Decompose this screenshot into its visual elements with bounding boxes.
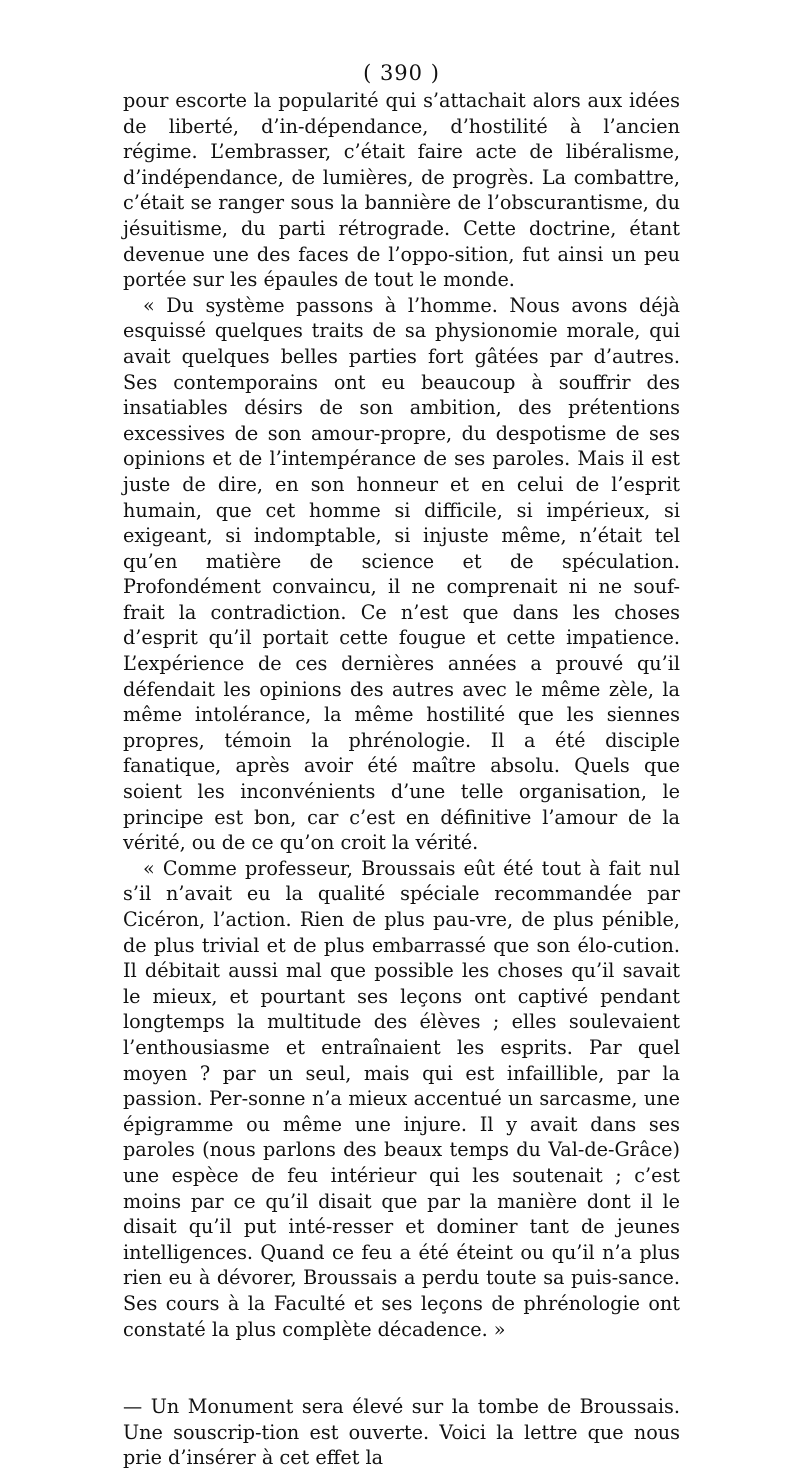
paragraph-opposition: pour escorte la popularité qui s’attachait alors aux idées de liberté, d’in-dépendance, d’hostilité à l’ancien régime. L’embrasser, c’était faire acte de libéralisme, d’indépendance, de lumières, de progrès. La combattre, c’était se ranger sous la bannière de l’obscurantisme, du jésuitisme, du parti rétrograde. Cette doctrine, étant devenue une des faces de l’oppo-sition, fut ainsi un peu portée sur les épaules de tout le monde. xyxy=(123,89,680,292)
section-gap xyxy=(123,1342,680,1394)
page-number: ( 390 ) xyxy=(363,61,440,85)
book-page xyxy=(123,58,680,1471)
paragraph-the-man: « Du système passons à l’homme. Nous avons déjà esquissé quelques traits de sa physionomie morale, qui avait quelques belles parties fort gâtées par d’autres. Ses contemporains ont eu beaucoup à souffrir des insatiables désirs de son ambition, des prétentions excessives de son amour-propre, du despotisme de ses opinions et de l’intempérance de ses paroles. Mais il est juste de dire, en son honneur et en celui de l’esprit humain, que cet homme si difficile, si impérieux, si exigeant, si indomptable, si injuste même, n’était tel qu’en matière de science et de spéculation. Profondément convaincu, il ne comprenait ni ne souf-frait la contradiction. Ce n’est que dans les choses d’esprit qu’il portait cette fougue et cette impatience. L’expérience de ces dernières années a prouvé qu’il défendait les opinions des autres avec le même zèle, la même intolérance, la même hostilité que les siennes propres, témoin la phrénologie. Il a été disciple fanatique, après avoir été maître absolu. Quels que soient les inconvénients d’une telle organisation, le principe est bon, car c’est en définitive l’amour de la vérité, ou de ce qu’on croit la vérité. xyxy=(123,293,680,855)
paragraph-professor: « Comme professeur, Broussais eût été tout à fait nul s’il n’avait eu la qualité spéciale recommandée par Cicéron, l’action. Rien de plus pau-vre, de plus pénible, de plus trivial et de plus embarrassé que son élo-cution. Il débitait aussi mal que possible les choses qu’il savait le mieux, et pourtant ses leçons ont captivé pendant longtemps la multitude des élèves ; elles soulevaient l’enthousiasme et entraînaient les esprits. Par quel moyen ? par un seul, mais qui est infaillible, par la passion. Per-sonne n’a mieux accentué un sarcasme, une épigramme ou même une injure. Il y avait dans ses paroles (nous parlons des beaux temps du Val-de-Grâce) une espèce de feu intérieur qui les soutenait ; c’est moins par ce qu’il disait que par la manière dont il le disait qu’il put inté-resser et dominer tant de jeunes intelligences. Quand ce feu a été éteint ou qu’il n’a plus rien eu à dévorer, Broussais a perdu toute sa puis-sance. Ses cours à la Faculté et ses leçons de phrénologie ont constaté la plus complète décadence. » xyxy=(123,856,680,1341)
paragraph-monument: — Un Monument sera élevé sur la tombe de Broussais. Une souscrip-tion est ouverte. Voici la lettre que nous prie d’insérer à cet effet la xyxy=(123,1395,680,1470)
